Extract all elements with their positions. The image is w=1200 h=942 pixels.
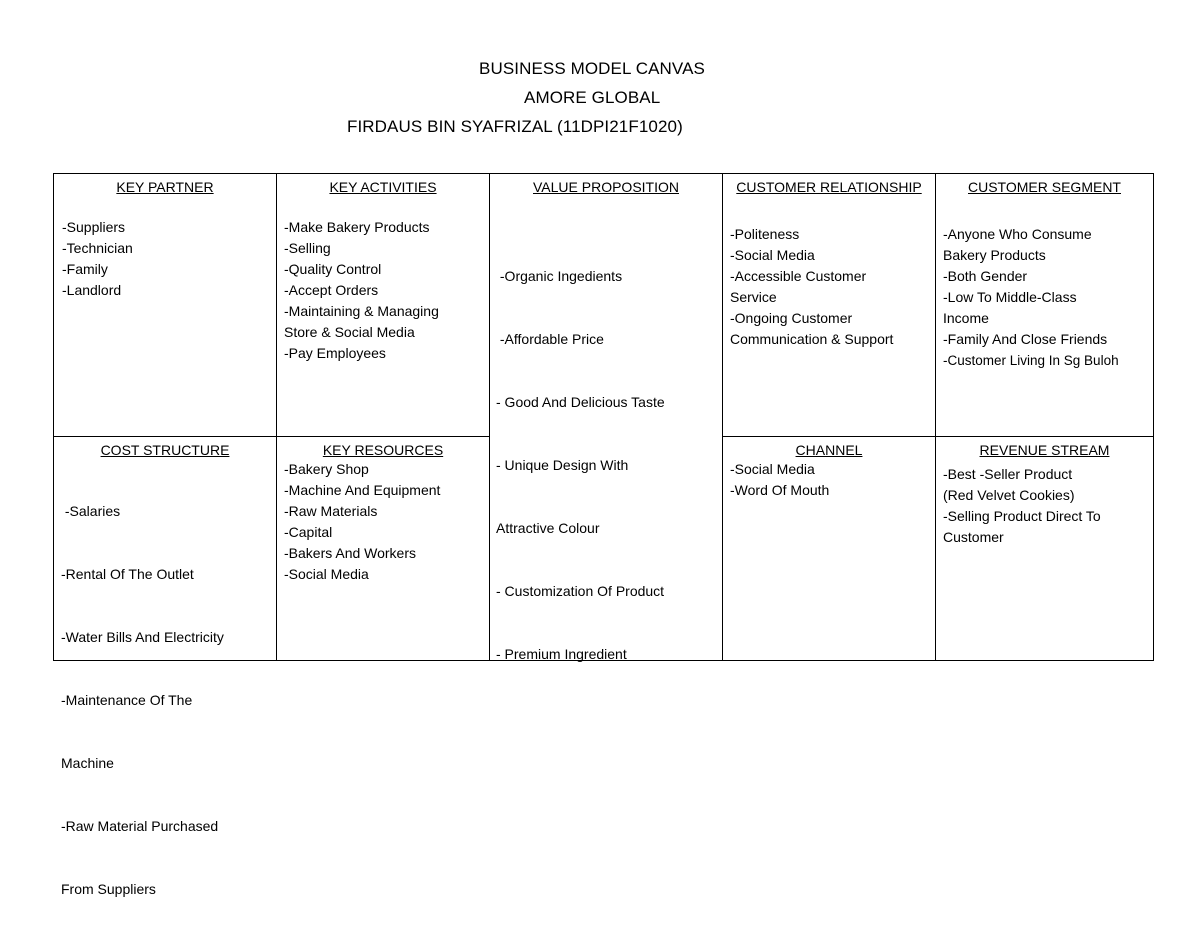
key-resources-list [284, 459, 440, 585]
list-item: -Technician [62, 240, 133, 256]
list-item: Service [730, 289, 777, 305]
list-item: Communication & Support [730, 331, 894, 347]
list-item: -Social Media [730, 247, 815, 263]
value-proposition-section [490, 174, 722, 660]
value-proposition-list [496, 224, 665, 707]
channel-list [730, 459, 829, 501]
list-item: -Best -Seller Product [943, 466, 1073, 482]
list-item: Attractive Colour [496, 520, 600, 536]
customer-segment-list [943, 224, 1119, 371]
key-partner-title: KEY PARTNER [116, 179, 214, 195]
list-item: - Customization Of Product [496, 583, 665, 599]
list-item: Machine [61, 755, 114, 771]
cost-structure-section [54, 437, 276, 897]
list-item: -Capital [284, 524, 333, 540]
cost-structure-list [61, 459, 224, 942]
list-item: -Accessible Customer [730, 268, 867, 284]
list-item: -Anyone Who Consume [943, 226, 1092, 242]
list-item: -Family [62, 261, 108, 277]
customer-segment-title: CUSTOMER SEGMENT [968, 179, 1121, 195]
business-model-canvas [53, 173, 1154, 897]
revenue-stream-section [936, 437, 1153, 660]
author-name: FIRDAUS BIN SYAFRIZAL (11DPI21F1020) [347, 117, 683, 136]
list-item: -Both Gender [943, 268, 1028, 284]
list-item: -Bakers And Workers [284, 545, 417, 561]
key-partner-section [54, 174, 276, 436]
list-item: -Ongoing Customer [730, 310, 853, 326]
revenue-stream-title: REVENUE STREAM [979, 442, 1110, 458]
key-partner-list [62, 217, 133, 301]
key-activities-section [277, 174, 489, 436]
customer-relationship-section [723, 174, 935, 436]
list-item: -Social Media [284, 566, 369, 582]
list-item: -Make Bakery Products [284, 219, 430, 235]
document-title: BUSINESS MODEL CANVAS [479, 59, 705, 78]
key-resources-title: KEY RESOURCES [322, 442, 444, 458]
company-name: AMORE GLOBAL [524, 88, 661, 107]
key-resources-section [277, 437, 489, 660]
list-item: - Unique Design With [496, 457, 629, 473]
list-item: Bakery Products [943, 247, 1046, 263]
list-item: -Accept Orders [284, 282, 379, 298]
list-item: -Maintenance Of The [61, 692, 193, 708]
list-item: -Affordable Price [496, 331, 604, 347]
value-proposition-title: VALUE PROPOSITION [533, 179, 679, 195]
list-item: -Rental Of The Outlet [61, 566, 194, 582]
list-item: -Pay Employees [284, 345, 386, 361]
list-item: -Word Of Mouth [730, 482, 830, 498]
list-item: -Customer Living In Sg Buloh [943, 353, 1119, 368]
list-item: Income [943, 310, 989, 326]
list-item: -Family And Close Friends [943, 331, 1108, 347]
list-item: -Suppliers [62, 219, 126, 235]
customer-relationship-list [730, 224, 893, 350]
list-item: - Premium Ingredient [496, 646, 627, 662]
channel-title: CHANNEL [795, 442, 863, 458]
key-activities-title: KEY ACTIVITIES [329, 179, 437, 195]
list-item: -Raw Material Purchased [61, 818, 219, 834]
channel-section [723, 437, 935, 660]
list-item: (Red Velvet Cookies) [943, 487, 1075, 503]
list-item: -Water Bills And Electricity [61, 629, 224, 645]
list-item: -Organic Ingedients [496, 268, 623, 284]
list-item: -Maintaining & Managing [284, 303, 439, 319]
list-item: -Selling Product Direct To [943, 508, 1101, 524]
list-item: -Selling [284, 240, 331, 256]
list-item: -Landlord [62, 282, 122, 298]
key-activities-list [284, 217, 439, 364]
cost-structure-title: COST STRUCTURE [100, 442, 230, 458]
list-item: -Raw Materials [284, 503, 378, 519]
list-item: -Salaries [61, 503, 121, 519]
list-item: Store & Social Media [284, 324, 415, 340]
list-item: -Social Media [730, 461, 815, 477]
list-item: From Suppliers [61, 881, 156, 897]
list-item: -Politeness [730, 226, 800, 242]
customer-relationship-title: CUSTOMER RELATIONSHIP [736, 179, 922, 195]
list-item: -Quality Control [284, 261, 382, 277]
list-item: Customer [943, 529, 1004, 545]
list-item: -Machine And Equipment [284, 482, 441, 498]
customer-segment-section [936, 174, 1153, 436]
list-item: - Good And Delicious Taste [496, 394, 665, 410]
list-item: -Low To Middle-Class [943, 289, 1077, 305]
revenue-stream-list [943, 464, 1101, 548]
list-item: -Bakery Shop [284, 461, 369, 477]
